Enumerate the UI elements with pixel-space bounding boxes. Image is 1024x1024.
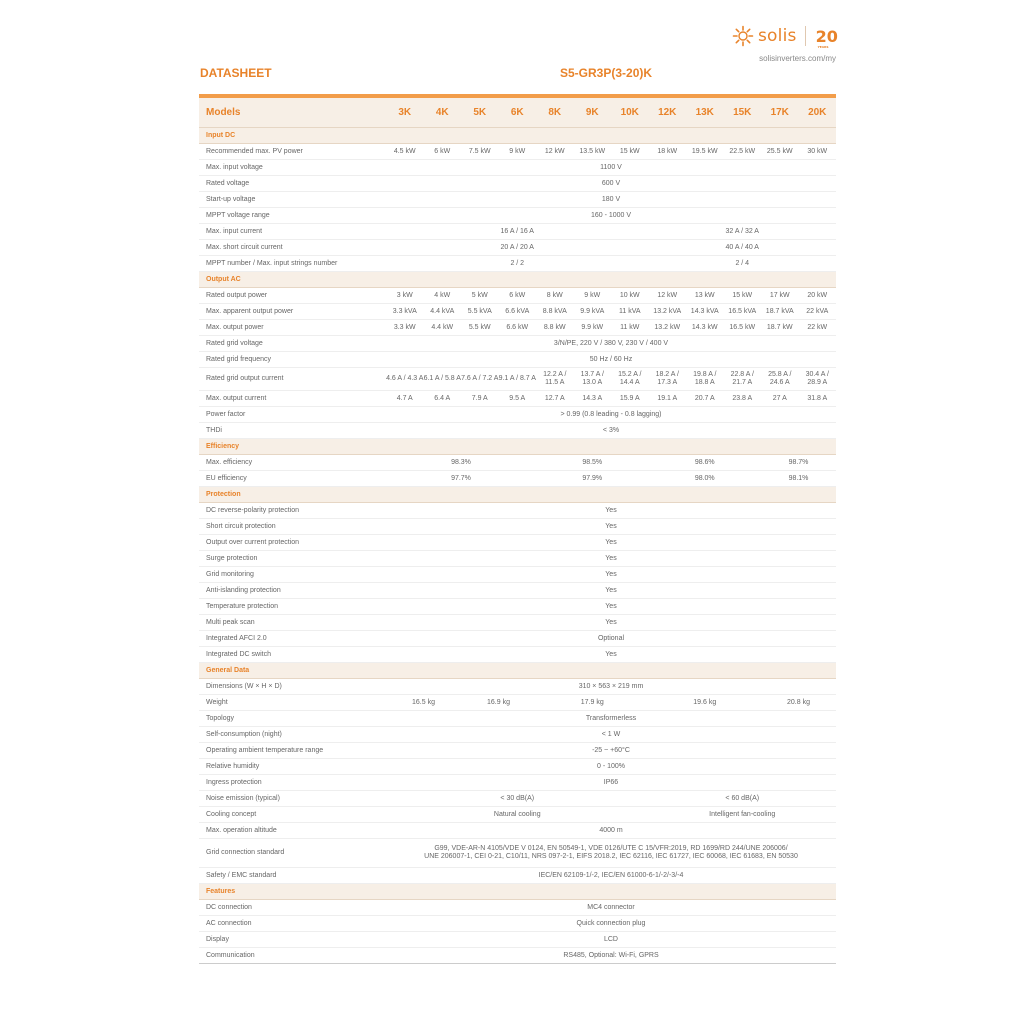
cell-value: 6 kW [424, 144, 462, 160]
model-15k: 15K [724, 98, 762, 128]
row-label: Rated grid voltage [199, 336, 386, 352]
table-row [199, 336, 836, 352]
table-row [199, 900, 836, 916]
cell-value: IEC/EN 62109-1/-2, IEC/EN 61000-6-1/-2/-3/-4 [386, 868, 836, 884]
table-row [199, 368, 836, 391]
cell-value: Yes [386, 615, 836, 631]
cell-value: 9.9 kVA [574, 304, 612, 320]
section-title-efficiency: Efficiency [199, 439, 836, 455]
cell-value: 15 kW [611, 144, 649, 160]
row-label: Anti-islanding protection [199, 583, 386, 599]
cell-value: < 30 dB(A) [386, 791, 649, 807]
row-label: Rated voltage [199, 176, 386, 192]
row-label: Grid connection standard [199, 839, 386, 868]
cell-value: 98.0% [649, 471, 762, 487]
model-8k: 8K [536, 98, 574, 128]
cell-value: 20 A / 20 A [386, 240, 649, 256]
cell-value: 98.6% [649, 455, 762, 471]
table-row [199, 503, 836, 519]
model-series: S5-GR3P(3-20)K [560, 66, 653, 80]
cell-value: 23.8 A [724, 391, 762, 407]
section-header [199, 272, 836, 288]
models-header-row [199, 98, 836, 128]
cell-value: Yes [386, 647, 836, 663]
cell-value: 97.9% [536, 471, 649, 487]
cell-value: 25.5 kW [761, 144, 799, 160]
table-row [199, 932, 836, 948]
cell-value: 16.5 kg [386, 695, 461, 711]
row-label: Max. output power [199, 320, 386, 336]
row-label: Max. input voltage [199, 160, 386, 176]
cell-value: 7.9 A [461, 391, 499, 407]
section-title-protection: Protection [199, 487, 836, 503]
table-row [199, 647, 836, 663]
cell-value: < 1 W [386, 727, 836, 743]
table-row [199, 807, 836, 823]
cell-value: Optional [386, 631, 836, 647]
cell-value: Yes [386, 599, 836, 615]
brand-logo [732, 22, 838, 50]
cell-value: 9.1 A / 8.7 A [499, 368, 537, 391]
table-row [199, 631, 836, 647]
row-label: Rated grid frequency [199, 352, 386, 368]
standard-line-1: G99, VDE-AR-N 4105/VDE V 0124, EN 50549-1, VDE 0126/UTE C 15/VFR:2019, RD 1699/RD 244/UNE 206006/ [434, 845, 788, 852]
cell-value: 18.7 kW [761, 320, 799, 336]
cell-value: Yes [386, 535, 836, 551]
cell-value: 4.4 kW [424, 320, 462, 336]
cell-value: Yes [386, 519, 836, 535]
table-row [199, 551, 836, 567]
cell-value: 30 kW [799, 144, 837, 160]
section-title-features: Features [199, 884, 836, 900]
table-row [199, 240, 836, 256]
cell-value: 10 kW [611, 288, 649, 304]
model-9k: 9K [574, 98, 612, 128]
row-label: Communication [199, 948, 386, 964]
table-row [199, 615, 836, 631]
row-label: Multi peak scan [199, 615, 386, 631]
cell-value: Natural cooling [386, 807, 649, 823]
row-label: Dimensions (W × H × D) [199, 679, 386, 695]
cell-value: 4.7 A [386, 391, 424, 407]
row-label: DC connection [199, 900, 386, 916]
row-label: Relative humidity [199, 759, 386, 775]
row-label: MPPT number / Max. input strings number [199, 256, 386, 272]
cell-value: 17 kW [761, 288, 799, 304]
cell-value: 13.2 kW [649, 320, 687, 336]
cell-value: 8 kW [536, 288, 574, 304]
cell-value: 9.9 kW [574, 320, 612, 336]
table-row [199, 144, 836, 160]
cell-value: 22.8 A / 21.7 A [724, 368, 762, 391]
table-row [199, 759, 836, 775]
model-17k: 17K [761, 98, 799, 128]
row-label: THDi [199, 423, 386, 439]
cell-value: 4 kW [424, 288, 462, 304]
brand-name: solis [758, 26, 797, 46]
cell-value: 11 kVA [611, 304, 649, 320]
model-5k: 5K [461, 98, 499, 128]
section-header [199, 487, 836, 503]
model-6k: 6K [499, 98, 537, 128]
section-header [199, 128, 836, 144]
row-label: Rated output power [199, 288, 386, 304]
cell-value: 7.6 A / 7.2 A [461, 368, 499, 391]
row-label: Max. output current [199, 391, 386, 407]
cell-value: 7.5 kW [461, 144, 499, 160]
cell-value: 18.7 kVA [761, 304, 799, 320]
cell-value: 22.5 kW [724, 144, 762, 160]
cell-value: 6.1 A / 5.8 A [424, 368, 462, 391]
row-label: Rated grid output current [199, 368, 386, 391]
cell-value: 22 kVA [799, 304, 837, 320]
cell-value: 17.9 kg [536, 695, 649, 711]
badge-number: 20 [815, 26, 838, 46]
table-row [199, 192, 836, 208]
cell-value: 19.6 kg [649, 695, 762, 711]
table-row [199, 839, 836, 868]
cell-value: 13.7 A / 13.0 A [574, 368, 612, 391]
cell-value: 14.3 kVA [686, 304, 724, 320]
row-label: AC connection [199, 916, 386, 932]
row-label: Grid monitoring [199, 567, 386, 583]
row-label: Recommended max. PV power [199, 144, 386, 160]
cell-value: 11 kW [611, 320, 649, 336]
row-label: Max. apparent output power [199, 304, 386, 320]
cell-value: 15.2 A / 14.4 A [611, 368, 649, 391]
row-label: Integrated AFCI 2.0 [199, 631, 386, 647]
row-label: Max. short circuit current [199, 240, 386, 256]
section-title-input-dc: Input DC [199, 128, 836, 144]
cell-value: 4.4 kVA [424, 304, 462, 320]
cell-value: Yes [386, 503, 836, 519]
cell-value: 98.7% [761, 455, 836, 471]
cell-value: IP66 [386, 775, 836, 791]
row-label: Safety / EMC standard [199, 868, 386, 884]
table-row [199, 679, 836, 695]
cell-value: 6.6 kW [499, 320, 537, 336]
cell-value: 4.6 A / 4.3 A [386, 368, 424, 391]
cell-value: RS485, Optional: Wi-Fi, GPRS [386, 948, 836, 964]
cell-value: 9 kW [499, 144, 537, 160]
cell-value: 13.2 kVA [649, 304, 687, 320]
cell-value: MC4 connector [386, 900, 836, 916]
sun-icon [732, 25, 754, 47]
cell-value: 6.6 kVA [499, 304, 537, 320]
cell-value: 6 kW [499, 288, 537, 304]
cell-value: 600 V [386, 176, 836, 192]
row-label: Max. operation altitude [199, 823, 386, 839]
badge-small-text: YEARS [817, 44, 829, 49]
table-row [199, 948, 836, 964]
cell-value: < 60 dB(A) [649, 791, 837, 807]
table-row [199, 471, 836, 487]
cell-value: 19.5 kW [686, 144, 724, 160]
row-label: Topology [199, 711, 386, 727]
table-row [199, 695, 836, 711]
section-header [199, 663, 836, 679]
cell-value: 310 × 563 × 219 mm [386, 679, 836, 695]
row-label: Max. input current [199, 224, 386, 240]
datasheet-table [199, 98, 836, 964]
cell-value: 3.3 kVA [386, 304, 424, 320]
cell-value: 50 Hz / 60 Hz [386, 352, 836, 368]
table-row [199, 567, 836, 583]
section-title-general-data: General Data [199, 663, 836, 679]
model-3k: 3K [386, 98, 424, 128]
table-row [199, 224, 836, 240]
cell-value: 4.5 kW [386, 144, 424, 160]
table-row [199, 583, 836, 599]
cell-value: 3 kW [386, 288, 424, 304]
model-12k: 12K [649, 98, 687, 128]
cell-value: Yes [386, 567, 836, 583]
row-label: Weight [199, 695, 386, 711]
model-20k: 20K [799, 98, 837, 128]
table-row [199, 455, 836, 471]
table-row [199, 352, 836, 368]
models-label: Models [199, 98, 386, 128]
cell-value: 18 kW [649, 144, 687, 160]
cell-value: 5 kW [461, 288, 499, 304]
row-label: Display [199, 932, 386, 948]
section-header [199, 439, 836, 455]
cell-value: 2 / 4 [649, 256, 837, 272]
table-row [199, 423, 836, 439]
cell-value: 6.4 A [424, 391, 462, 407]
row-label: Cooling concept [199, 807, 386, 823]
cell-value: 31.8 A [799, 391, 837, 407]
row-label: Ingress protection [199, 775, 386, 791]
cell-value: 0 - 100% [386, 759, 836, 775]
cell-value: 20.7 A [686, 391, 724, 407]
anniversary-badge [815, 26, 838, 49]
cell-value: 19.1 A [649, 391, 687, 407]
cell-value: 19.8 A / 18.8 A [686, 368, 724, 391]
cell-value: 2 / 2 [386, 256, 649, 272]
cell-value: 40 A / 40 A [649, 240, 837, 256]
row-label: Operating ambient temperature range [199, 743, 386, 759]
cell-value: 160 - 1000 V [386, 208, 836, 224]
table-row [199, 743, 836, 759]
cell-value: 32 A / 32 A [649, 224, 837, 240]
cell-value: 15 kW [724, 288, 762, 304]
table-row [199, 208, 836, 224]
table-row [199, 916, 836, 932]
cell-value: 180 V [386, 192, 836, 208]
cell-value: 16 A / 16 A [386, 224, 649, 240]
row-label: Integrated DC switch [199, 647, 386, 663]
cell-value: > 0.99 (0.8 leading - 0.8 lagging) [386, 407, 836, 423]
cell-value: 25.8 A / 24.6 A [761, 368, 799, 391]
cell-value: 14.3 kW [686, 320, 724, 336]
cell-value: -25 ~ +60°C [386, 743, 836, 759]
row-label: Short circuit protection [199, 519, 386, 535]
cell-value: 16.9 kg [461, 695, 536, 711]
table-row [199, 535, 836, 551]
row-label: EU efficiency [199, 471, 386, 487]
table-row [199, 288, 836, 304]
standard-line-2: UNE 206007-1, CEI 0-21, C10/11, NRS 097-2-1, EIFS 2018.2, IEC 62116, IEC 61727, IEC 60068, IEC 61683, EN 50530 [424, 853, 798, 860]
cell-value: LCD [386, 932, 836, 948]
table-row [199, 304, 836, 320]
table-row [199, 391, 836, 407]
logo-divider [805, 26, 806, 46]
row-label: Power factor [199, 407, 386, 423]
cell-value: Transformerless [386, 711, 836, 727]
row-label: Start-up voltage [199, 192, 386, 208]
table-row [199, 256, 836, 272]
document-title: DATASHEET [200, 66, 272, 80]
table-row [199, 791, 836, 807]
row-label: MPPT voltage range [199, 208, 386, 224]
table-row [199, 599, 836, 615]
cell-value: 13.5 kW [574, 144, 612, 160]
cell-value: 98.1% [761, 471, 836, 487]
cell-value: 30.4 A / 28.9 A [799, 368, 837, 391]
cell-value: 5.5 kW [461, 320, 499, 336]
cell-value: 97.7% [386, 471, 536, 487]
cell-value: 18.2 A / 17.3 A [649, 368, 687, 391]
cell-value: 22 kW [799, 320, 837, 336]
table-row [199, 868, 836, 884]
row-label: Temperature protection [199, 599, 386, 615]
cell-value: 12 kW [536, 144, 574, 160]
cell-value: 13 kW [686, 288, 724, 304]
cell-value: 3/N/PE, 220 V / 380 V, 230 V / 400 V [386, 336, 836, 352]
model-4k: 4K [424, 98, 462, 128]
cell-value: 9 kW [574, 288, 612, 304]
section-header [199, 884, 836, 900]
cell-value: 16.5 kW [724, 320, 762, 336]
cell-value: Yes [386, 583, 836, 599]
datasheet-table-wrapper [199, 94, 836, 964]
cell-value: 9.5 A [499, 391, 537, 407]
table-row [199, 320, 836, 336]
row-label: Noise emission (typical) [199, 791, 386, 807]
model-10k: 10K [611, 98, 649, 128]
row-label: Output over current protection [199, 535, 386, 551]
cell-value: 12.2 A / 11.5 A [536, 368, 574, 391]
cell-value: 20 kW [799, 288, 837, 304]
row-label: Surge protection [199, 551, 386, 567]
row-label: Self-consumption (night) [199, 727, 386, 743]
cell-value: 5.5 kVA [461, 304, 499, 320]
table-row [199, 727, 836, 743]
row-label: DC reverse-polarity protection [199, 503, 386, 519]
cell-value: 16.5 kVA [724, 304, 762, 320]
cell-value: 4000 m [386, 823, 836, 839]
table-row [199, 176, 836, 192]
cell-value: 20.8 kg [761, 695, 836, 711]
table-row [199, 823, 836, 839]
cell-value: < 3% [386, 423, 836, 439]
cell-value: 98.3% [386, 455, 536, 471]
table-row [199, 775, 836, 791]
table-row [199, 407, 836, 423]
cell-value: Quick connection plug [386, 916, 836, 932]
cell-value: 8.8 kVA [536, 304, 574, 320]
cell-value: 15.9 A [611, 391, 649, 407]
cell-value: Intelligent fan-cooling [649, 807, 837, 823]
cell-value: 12 kW [649, 288, 687, 304]
table-row [199, 160, 836, 176]
website-url: solisinverters.com/my [759, 54, 836, 63]
model-13k: 13K [686, 98, 724, 128]
cell-value: 1100 V [386, 160, 836, 176]
cell-value [386, 839, 836, 868]
cell-value: 3.3 kW [386, 320, 424, 336]
table-row [199, 711, 836, 727]
table-row [199, 519, 836, 535]
row-label: Max. efficiency [199, 455, 386, 471]
cell-value: 12.7 A [536, 391, 574, 407]
cell-value: 14.3 A [574, 391, 612, 407]
cell-value: 98.5% [536, 455, 649, 471]
cell-value: Yes [386, 551, 836, 567]
section-title-output-ac: Output AC [199, 272, 836, 288]
cell-value: 8.8 kW [536, 320, 574, 336]
cell-value: 27 A [761, 391, 799, 407]
